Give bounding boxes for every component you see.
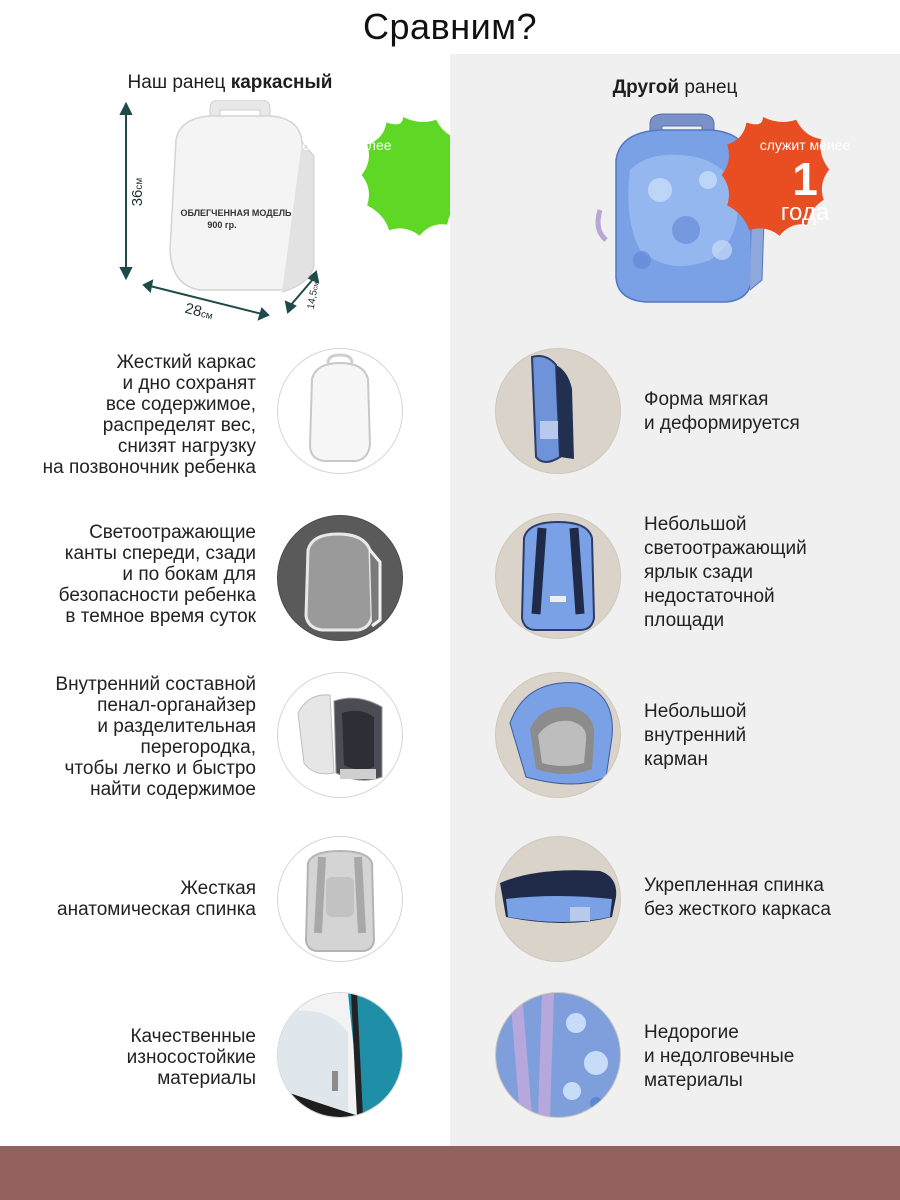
depth-dimension-label: 14,5см (305, 281, 321, 311)
other-heading-bold: Другой (612, 77, 680, 98)
open-blue-backpack-icon (495, 672, 621, 798)
page-title: Сравним? (363, 6, 537, 47)
backpack-back-icon (277, 836, 403, 962)
left-badge-bottom: лет (328, 199, 366, 226)
white-frame-backpack-image (170, 100, 314, 292)
left-badge-top: служит более (302, 137, 392, 153)
other-backpack-hero (590, 110, 900, 320)
right-feature-2-text: Небольшой светоотражающий ярлык сзади недостаточной площади (644, 514, 807, 631)
other-heading-suffix: ранец (684, 77, 738, 98)
left-feature-5-text: Качественные износостойкие материалы (126, 1026, 256, 1089)
our-backpack-hero (110, 100, 450, 330)
right-badge-number: 1 (792, 153, 818, 205)
left-feature-2-text: Светоотражающие канты спереди, сзади и по бокам для безопасности ребенка в темное время суток (58, 522, 256, 627)
left-badge-number: 5 (334, 153, 360, 205)
white-backpack-icon (277, 348, 403, 474)
right-feature-4-text: Укрепленная спинка без жесткого каркаса (644, 875, 831, 920)
print-text-line1: ОБЛЕГЧЕННАЯ МОДЕЛЬ (180, 208, 292, 218)
other-backpack-heading (590, 77, 760, 99)
our-heading-prefix: Наш ранец (127, 72, 226, 93)
right-badge-top: служит менее (759, 137, 851, 153)
right-feature-3-text: Небольшой внутренний карман (644, 701, 747, 770)
footer-bar (0, 1146, 900, 1200)
lifetime-badge-green (302, 117, 450, 236)
open-backpack-icon (277, 672, 403, 798)
blue-fabric-icon (495, 992, 621, 1118)
soft-backpack-side-icon (495, 348, 621, 474)
backpack-straps-icon (495, 513, 621, 639)
our-heading-bold: каркасный (230, 72, 333, 93)
our-backpack-heading (60, 72, 400, 94)
left-feature-4-text: Жесткая анатомическая спинка (57, 878, 256, 920)
right-feature-1-text: Форма мягкая и деформируется (644, 389, 800, 434)
width-dimension-label: 28см (183, 299, 214, 323)
print-text-line2: 900 гр. (207, 220, 237, 230)
right-badge-bottom: года (780, 199, 830, 226)
backpack-bottom-icon (495, 836, 621, 962)
reflective-backpack-icon (277, 515, 403, 641)
zipper-material-icon (277, 992, 403, 1118)
height-dimension-label: 36см (129, 177, 146, 207)
right-feature-5-text: Недорогие и недолговечные материалы (644, 1022, 795, 1091)
left-feature-3-text: Внутренний составной пенал-органайзер и разделительная перегородка, чтобы легко и быстро найти содержимое (55, 674, 256, 800)
left-feature-1-text: Жесткий каркас и дно сохранят все содержимое, распределят вес, снизят нагрузку на позвоночник ребенка (42, 352, 256, 478)
